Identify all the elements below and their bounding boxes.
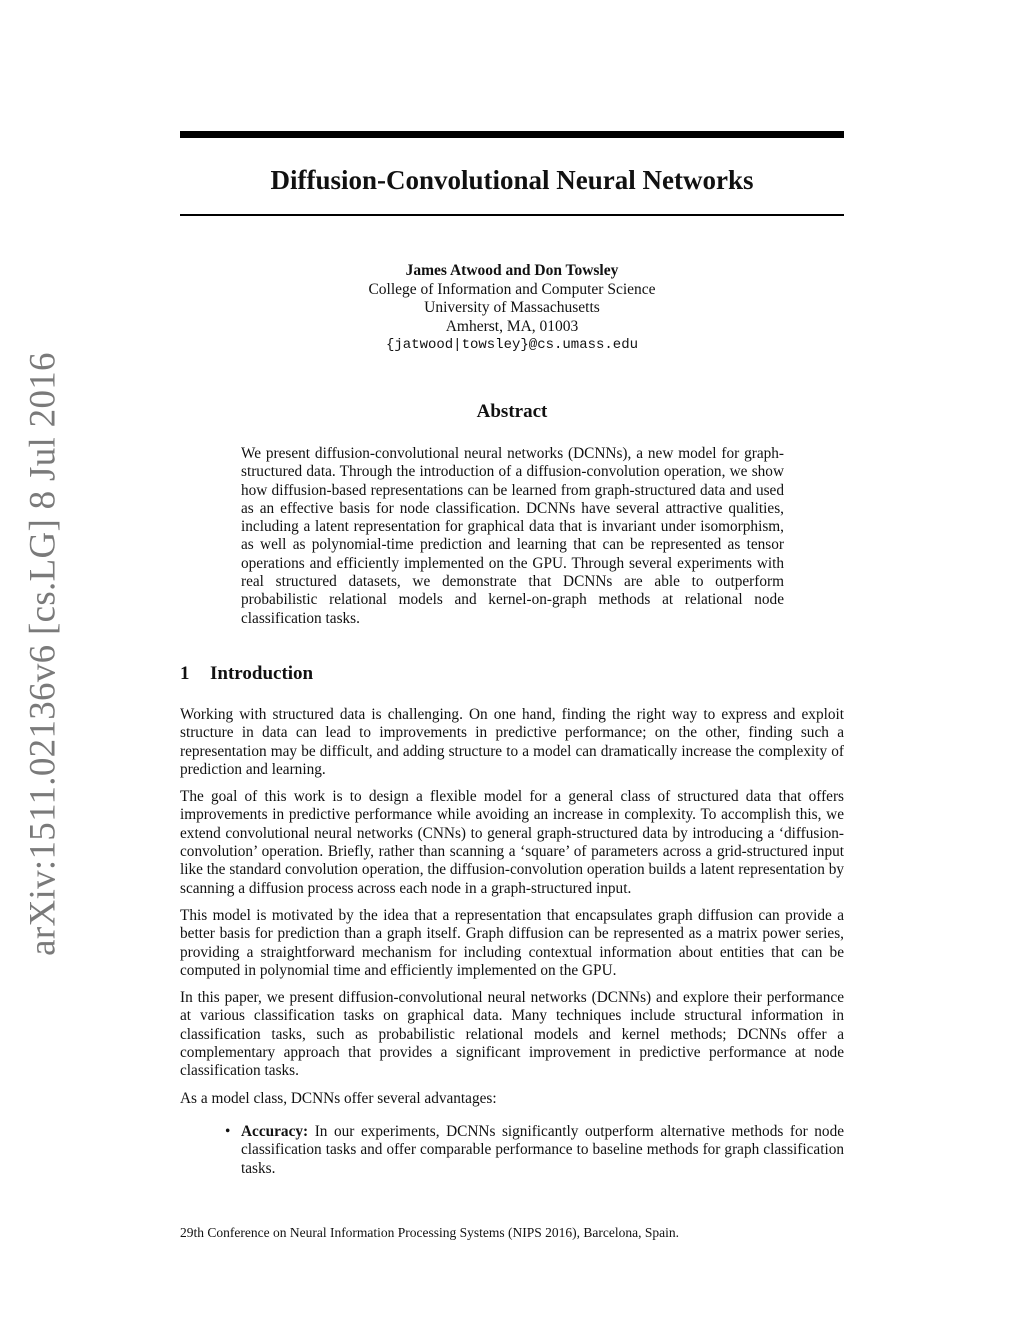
section-number: 1 — [180, 663, 190, 684]
paragraph: In this paper, we present diffusion-convolutional neural networks (DCNNs) and explore their performance at various classification tasks on graphical data. Many techniques include structural information in classification tasks, such as probabilistic relational models and kernel methods; DCNNs offer a complementary approach that provides a significant improvement in predictive performance at node classification tasks. — [180, 989, 844, 1080]
arxiv-id: arXiv:1511.02136v6 [cs.LG] 8 Jul 2016 — [22, 352, 64, 956]
author-email: {jatwood|towsley}@cs.umass.edu — [385, 337, 639, 353]
author-address: Amherst, MA, 01003 — [445, 317, 579, 335]
list-item-label: Accuracy: — [241, 1122, 309, 1140]
title-rule-bottom — [180, 214, 844, 216]
section-title: Introduction — [210, 663, 314, 684]
abstract-text: We present diffusion-convolutional neural networks (DCNNs), a new model for graph-structured data. Through the introduction of a diffusion-convolution operation, we show how diffusion-based representations can be learned from graph-structured data and used as an effective basis for node classification. DCNNs have several attractive qualities, including a latent representation for graphical data that is invariant under isomorphism, as well as polynomial-time prediction and learning that can be represented as tensor operations and efficiently implemented on the GPU. Through several experiments with real structured datasets, we demonstrate that DCNNs are able to outperform probabilistic relational models and kernel-on-graph methods at relational node classification tasks. — [241, 445, 784, 627]
paragraph: This model is motivated by the idea that a representation that encapsulates graph diffusion can provide a better basis for prediction than a graph itself. Graph diffusion can be represented as a matrix power series, providing a straightforward mechanism for including contextual information about entities that can be computed in polynomial time and efficiently implemented on the GPU. — [180, 906, 844, 979]
paragraph: Working with structured data is challenging. On one hand, finding the right way to express and exploit structure in data can lead to improvements in predictive performance; on the other, finding such a representation may be difficult, and adding structure to a model can dramatically increase the complexity of prediction and learning. — [180, 706, 844, 778]
conference-footnote: 29th Conference on Neural Information Processing Systems (NIPS 2016), Barcelona, Spain. — [180, 1225, 680, 1240]
author-block — [180, 262, 844, 355]
section-body — [180, 706, 844, 1178]
list-item — [225, 1122, 845, 1178]
paragraph: The goal of this work is to design a flexible model for a general class of structured data that offers improvements in predictive performance while avoiding an increase in complexity. To accomplish this, we extend convolutional neural networks (CNNs) to general graph-structured data by introducing a ‘diffusion-convolution’ operation. Briefly, rather than scanning a ‘square’ of parameters across a grid-structured input like the standard convolution operation, the diffusion-convolution operation builds a latent representation by scanning a diffusion process across each node in a graph-structured input. — [180, 788, 844, 897]
abstract-heading: Abstract — [476, 401, 548, 422]
paper-title: Diffusion-Convolutional Neural Networks — [270, 165, 754, 195]
bullet-icon: • — [225, 1122, 231, 1140]
section-heading — [180, 662, 313, 686]
author-affiliation-2: University of Massachusetts — [424, 299, 600, 316]
list-item-text: In our experiments, DCNNs significantly outperform alternative methods for node classification tasks and offer comparable performance to baseline methods for graph classification tasks. — [241, 1122, 845, 1177]
title-rule-top — [180, 131, 844, 138]
author-affiliation-1: College of Information and Computer Science — [368, 280, 656, 298]
paragraph: As a model class, DCNNs offer several advantages: — [180, 1089, 497, 1107]
advantages-list — [180, 1123, 844, 1178]
author-names: James Atwood and Don Towsley — [405, 262, 619, 279]
